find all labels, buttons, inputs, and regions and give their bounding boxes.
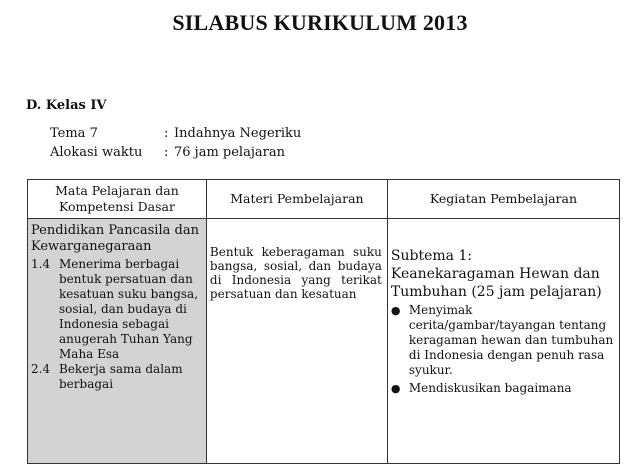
kegiatan-list <box>391 303 616 396</box>
filled-bullet-icon: ● <box>390 304 401 317</box>
meta-key: Tema 7 <box>50 126 98 141</box>
materi-cell <box>206 219 387 464</box>
list-item <box>31 362 203 392</box>
meta-colon: : <box>164 145 169 160</box>
kd-number: 1.4 <box>31 257 51 271</box>
meta-key: Alokasi waktu <box>50 145 143 160</box>
syllabus-table <box>27 179 620 464</box>
meta-value: 76 jam pelajaran <box>174 145 285 160</box>
table-row <box>28 219 620 464</box>
kd-number: 2.4 <box>31 362 51 376</box>
kd-text: Menerima berbagai bentuk persatuan dan kesatuan suku bangsa, sosial, dan budaya di Indonesia sebagai anugerah Tuhan Yang Maha Esa <box>59 257 199 361</box>
subtema-name: Keanekaragaman Hewan dan Tumbuhan (25 jam pelajaran) <box>390 266 602 300</box>
subtema-label: Subtema 1: <box>390 248 473 264</box>
list-item <box>391 303 616 378</box>
meta-row-tema <box>50 126 301 141</box>
header-kegiatan: Kegiatan Pembelajaran <box>387 180 619 219</box>
materi-text: Bentuk keberagaman suku bangsa, sosial, dan budaya di Indonesia yang terikat persatuan dan kesatuan <box>209 245 382 301</box>
header-materi: Materi Pembelajaran <box>206 180 387 219</box>
kegiatan-text: Mendiskusikan bagaimana <box>408 381 572 395</box>
filled-bullet-icon: ● <box>390 382 401 395</box>
kegiatan-cell <box>387 219 619 464</box>
meta-value: Indahnya Negeriku <box>174 126 302 141</box>
header-mata-pelajaran: Mata Pelajaran dan Kompetensi Dasar <box>28 180 207 219</box>
meta-row-alokasi <box>50 145 285 160</box>
kd-text: Bekerja sama dalam berbagai <box>59 362 183 391</box>
section-heading: D. Kelas IV <box>26 98 107 113</box>
kompetensi-cell <box>28 219 207 464</box>
meta-colon: : <box>164 126 169 141</box>
kd-list <box>31 257 203 392</box>
list-item <box>31 257 203 362</box>
list-item <box>391 381 616 396</box>
document-title: SILABUS KURIKULUM 2013 <box>172 10 468 35</box>
table-header-row <box>28 180 620 219</box>
subject-name: Pendidikan Pancasila dan Kewarganegaraan <box>31 223 199 254</box>
kegiatan-text: Menyimak cerita/gambar/tayangan tentang keragaman hewan dan tumbuhan di Indonesia dengan penuh rasa syukur. <box>408 303 614 377</box>
